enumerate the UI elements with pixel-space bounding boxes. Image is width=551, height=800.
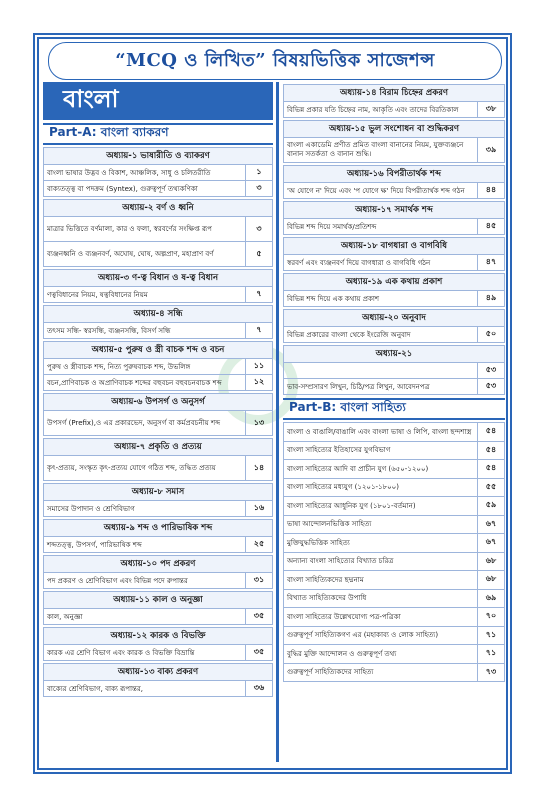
toc-row [283, 291, 505, 307]
toc-row-text: বাক্যতত্ত্ব বা পদক্রম (Syntex), গুরুত্বপূর্ণ তথ্যকণিকা [47, 184, 198, 193]
toc-page-number: ৫০ [477, 327, 504, 342]
toc-row-text: বাংলা সাহিত্যিকদের ছদ্মনাম [287, 575, 364, 584]
toc-row [283, 459, 505, 479]
column-divider [276, 82, 279, 762]
toc-row [283, 552, 505, 572]
toc-row [283, 183, 505, 199]
toc-row-text: বাংলা সাহিত্যের মধ্যযুগ (১২০১-১৮০০) [287, 483, 399, 492]
right-column [283, 82, 505, 682]
chapter-heading: অধ্যায়-৩ ণ-ত্ব বিধান ও ষ-ত্ব বিধান [43, 269, 273, 287]
toc-row [283, 478, 505, 498]
toc-page-number: ১২ [245, 375, 272, 390]
toc-row-text [284, 363, 477, 378]
toc-page-number: ৬৭ [477, 534, 504, 552]
toc-page-number: ৩ [245, 217, 272, 241]
toc-row [43, 537, 273, 553]
chapter-heading: অধ্যায়-৭ প্রকৃতি ও প্রত্যয় [43, 438, 273, 456]
toc-row [43, 359, 273, 375]
toc-row-text: বিভিন্ন শব্দ দিয়ে এক কথায় প্রকাশ [287, 294, 380, 303]
toc-row [283, 379, 505, 395]
toc-row-text: অন্যান্য বাংলা সাহিত্যের বিখ্যাত চরিত্র [287, 557, 394, 566]
toc-page-number: ৫ [245, 242, 272, 266]
toc-page-number: ৩৬ [245, 681, 272, 696]
toc-row [283, 589, 505, 609]
chapter-heading: অধ্যায়-৬ উপসর্গ ও অনুসর্গ [43, 393, 273, 411]
toc-row [43, 375, 273, 391]
toc-row-text: মাত্রার ভিত্তিতে বর্ণমালা, কার ও ফলা, স্বরবর্ণের সংক্ষিপ্ত রূপ [47, 224, 212, 233]
toc-row [43, 411, 273, 436]
toc-page-number: ৪৭ [477, 255, 504, 270]
toc-page-number: ৩৫ [245, 645, 272, 660]
toc-row-text: শব্দতত্ত্ব, উপসর্গ, পারিভাষিক শব্দ [47, 540, 142, 549]
toc-row-text: গুরুত্বপূর্ণ সাহিত্যিকদের সাহিত্য [287, 668, 374, 677]
toc-row-text: গুরুত্বপূর্ণ সাহিত্যিকগণ এর (মহাকাব্য ও লোক সাহিত্য) [287, 631, 439, 640]
chapter-heading: অধ্যায়-১৪ বিরাম চিহ্নের প্রকরণ [283, 84, 505, 102]
chapter-heading: অধ্যায়-১ ভাষারীতি ও ব্যাকরণ [43, 147, 273, 165]
toc-row [43, 609, 273, 625]
toc-row-text: বাংলা সাহিত্যের উল্লেখযোগ্য পত্র-পত্রিকা [287, 612, 401, 621]
chapter-heading: অধ্যায়-১৬ বিপরীতার্থক শব্দ [283, 165, 505, 183]
chapter-heading: অধ্যায়-৪ সন্ধি [43, 305, 273, 323]
toc-row [43, 501, 273, 517]
toc-page-number: ৭ [245, 323, 272, 338]
subject-banner: বাংলা [43, 82, 273, 120]
toc-page-number: ৬৮ [477, 553, 504, 571]
toc-row [283, 138, 505, 163]
toc-row [43, 456, 273, 481]
toc-row-text: ভাষা আন্দোলনভিত্তিক সাহিত্য [287, 520, 372, 529]
toc-page-number: ৫৪ [477, 442, 504, 460]
toc-page-number: ৩৫ [245, 609, 272, 624]
toc-page-number: ৭০ [477, 608, 504, 626]
toc-row-text: বুদ্ধির মুক্তি আন্দোলন ও গুরুত্বপূর্ণ তথ্য [287, 649, 397, 658]
toc-row-text: বাংলা ভাষার উদ্ভব ও বিকাশ, আঞ্চলিক, সাধু ও চলিতরীতি [47, 168, 211, 177]
toc-page-number: ৫৩ [477, 379, 504, 394]
chapter-heading: অধ্যায়-১৯ এক কথায় প্রকাশ [283, 273, 505, 291]
toc-row-text: পদ প্রকরণ ও শ্রেণিবিভাগ এবং বিভিন্ন পদে রুপান্তর [47, 576, 188, 585]
toc-row [283, 626, 505, 646]
toc-row-text: কাল, অনুজ্ঞা [47, 612, 83, 621]
chapter-heading: অধ্যায়-২১ [283, 345, 505, 363]
toc-page-number: ৬৯ [477, 590, 504, 608]
toc-row [283, 644, 505, 664]
toc-row-text: স্বরবর্ণ এবং ব্যঞ্জনবর্ণ দিয়ে বাগধারা ও বাগবিধি গঠন [287, 258, 431, 267]
toc-page-number: ৬৭ [477, 516, 504, 534]
toc-page-number: ৩১ [245, 573, 272, 588]
right-chapter-list [283, 84, 505, 395]
toc-row-text: পুরুষ ও স্ত্রীবাচক শব্দ, নিত্য পুরুষবাচক শব্দ, উভলিঙ্গ [47, 362, 191, 371]
toc-page-number: ৬৮ [477, 571, 504, 589]
toc-page-number: ৭১ [477, 645, 504, 663]
toc-row [283, 102, 505, 118]
left-chapter-list [43, 147, 273, 697]
chapter-heading: অধ্যায়-২ বর্ণ ও ধ্বনি [43, 199, 273, 217]
toc-row-text: বাংলা সাহিত্যের ইতিহাসের যুগবিভাগ [287, 446, 391, 455]
chapter-heading: অধ্যায়-৫ পুরুষ ও স্ত্রী বাচক শব্দ ও বচন [43, 341, 273, 359]
toc-row [283, 219, 505, 235]
chapter-heading: অধ্যায়-১৮ বাগধারা ও বাগবিধি [283, 237, 505, 255]
toc-page-number: ৫৪ [477, 460, 504, 478]
toc-row-text: বাংলা সাহিত্যের আদি বা প্রাচীন যুগ (৬৫০-১২০০) [287, 464, 429, 473]
toc-row [43, 165, 273, 181]
part-a-header: Part-A: বাংলা ব্যাকরণ [43, 123, 273, 145]
toc-page-number: ৩ [245, 181, 272, 196]
toc-row-text: বিভিন্ন প্রকার যতি চিহ্নের নাম, আকৃতি এবং তাদের বিরতিকাল [287, 105, 459, 114]
toc-row [283, 663, 505, 683]
toc-page-number: ৭৩ [477, 664, 504, 682]
toc-row [283, 533, 505, 553]
toc-page-number: ৩৯ [477, 138, 504, 162]
toc-page-number: ১৬ [245, 501, 272, 516]
toc-row [283, 255, 505, 271]
toc-row [283, 570, 505, 590]
chapter-heading: অধ্যায়-১৫ ভুল সংশোধন বা শুদ্ধিকরণ [283, 120, 505, 138]
toc-row [283, 363, 505, 379]
toc-row [283, 441, 505, 461]
toc-row [43, 573, 273, 589]
toc-row-text: ণত্ববিধানের নিয়ম, ষত্ববিধানের নিয়ম [47, 290, 148, 299]
left-column [43, 82, 273, 697]
chapter-heading: অধ্যায়-১৭ সমার্থক শব্দ [283, 201, 505, 219]
toc-page-number: ৭ [245, 287, 272, 302]
toc-row [43, 323, 273, 339]
toc-row [43, 217, 273, 242]
toc-page-number: ৫৩ [477, 363, 504, 378]
toc-page-number: ৫৪ [477, 423, 504, 441]
chapter-heading: অধ্যায়-১১ কাল ও অনুজ্ঞা [43, 591, 273, 609]
part-b-header: Part-B: বাংলা সাহিত্য [283, 398, 505, 420]
toc-page-number: ৪৪ [477, 183, 504, 198]
toc-row-text: কৃৎ-প্রত্যয়, সংস্কৃত কৃৎ-প্রত্যয় যোগে গঠিত শব্দ, তদ্ধিত প্রত্যয় [47, 463, 216, 472]
toc-row [283, 422, 505, 442]
chapter-heading: অধ্যায়-২০ অনুবাদ [283, 309, 505, 327]
toc-row-text: ব্যঞ্জনধ্বনি ও ব্যঞ্জনবর্ণ, অঘোষ, ঘোষ, অল্পপ্রাণ, মহাপ্রাণ বর্ণ [47, 249, 214, 258]
chapter-heading: অধ্যায়-১২ কারক ও বিভক্তি [43, 627, 273, 645]
toc-page-number: ৫৫ [477, 479, 504, 497]
toc-page-number: ৩৮ [477, 102, 504, 117]
toc-row [43, 681, 273, 697]
toc-row [283, 327, 505, 343]
toc-page-number: ১ [245, 165, 272, 180]
document-title: “MCQ ও লিখিত” বিষয়ভিত্তিক সাজেশন্স [48, 42, 502, 80]
toc-page-number: ২৫ [245, 537, 272, 552]
toc-row [283, 496, 505, 516]
chapter-heading: অধ্যায়-১০ পদ প্রকরণ [43, 555, 273, 573]
toc-row-text: বাংলা ও বাঙালি/বাঙালি এবং বাংলা ভাষা ও লিপি, বাংলা ছন্দশাস্ত্র [287, 427, 472, 436]
toc-row-text: বচন,প্রাণিবাচক ও অপ্রাণিবাচক শব্দের বহুবচন বহুবচনবাচক শব্দ [47, 378, 222, 387]
toc-row-text: বিভিন্ন প্রকারের বাংলা থেকে ইংরেজি অনুবাদ [287, 330, 411, 339]
toc-row-text: কারক এর শ্রেণি বিভাগ এবং কারক ও বিভক্তি বিভ্রান্তি [47, 648, 195, 657]
toc-page-number: ৫৯ [477, 497, 504, 515]
chapter-heading: অধ্যায়-৮ সমাস [43, 483, 273, 501]
chapter-heading: অধ্যায়-৯ শব্দ ও পারিভাষিক শব্দ [43, 519, 273, 537]
toc-row [283, 607, 505, 627]
toc-row [43, 181, 273, 197]
chapter-heading: অধ্যায়-১৩ বাক্য প্রকরণ [43, 663, 273, 681]
toc-row-text: উপসর্গ (Prefix),ও এর প্রকারভেদ, অনুসর্গ বা কর্মপ্রবচনীয় শব্দ [47, 418, 221, 427]
literature-list [283, 422, 505, 682]
toc-page-number: ৪৫ [477, 219, 504, 234]
toc-row-text: মুক্তিযুদ্ধভিত্তিক সাহিত্য [287, 538, 350, 547]
toc-row-text: বাংলা একাডেমি প্রণীত প্রমিত বাংলা বানানের নিয়ম, যুক্তব্যঞ্জনে বানান সতর্কতা ও বানান শুদ্ধি। [287, 141, 464, 158]
toc-row-text: বিখ্যাত সাহিত্যিকদের উপাধি [287, 594, 367, 603]
toc-row [43, 645, 273, 661]
toc-row-text: তৎসম সন্ধি- স্বরসন্ধি, ব্যঞ্জনসন্ধি, বিসর্গ সন্ধি [47, 326, 171, 335]
toc-page-number: ১১ [245, 359, 272, 374]
toc-page-number: ৭১ [477, 627, 504, 645]
toc-row [283, 515, 505, 535]
toc-page-number: ১৪ [245, 456, 272, 480]
toc-row [43, 242, 273, 267]
toc-page-number: ১৩ [245, 411, 272, 435]
toc-page-number: ৪৯ [477, 291, 504, 306]
toc-row-text: বাংলা সাহিত্যের আধুনিক যুগ (১৮০১-বর্তমান) [287, 501, 416, 510]
toc-row [43, 287, 273, 303]
toc-row-text: বাক্যের শ্রেণিবিভাগ, বাক্য রূপান্তর, [47, 684, 143, 693]
toc-row-text: 'অ যোগে ন' দিয়ে এবং 'প যোগে ক্ষ' দিয়ে বিপরীতার্থক শব্দ গঠন [287, 186, 465, 195]
toc-row-text: বিভিন্ন শব্দ দিয়ে সমার্থক/প্রতিশব্দ [287, 222, 377, 231]
toc-row-text: সমাসের উপাদান ও শ্রেণিবিভাগ [47, 504, 135, 513]
toc-row-text: ভাব-সম্প্রসারণ লিখুন, চিঠি/পত্র লিখুন, আবেদনপত্র [287, 382, 430, 391]
